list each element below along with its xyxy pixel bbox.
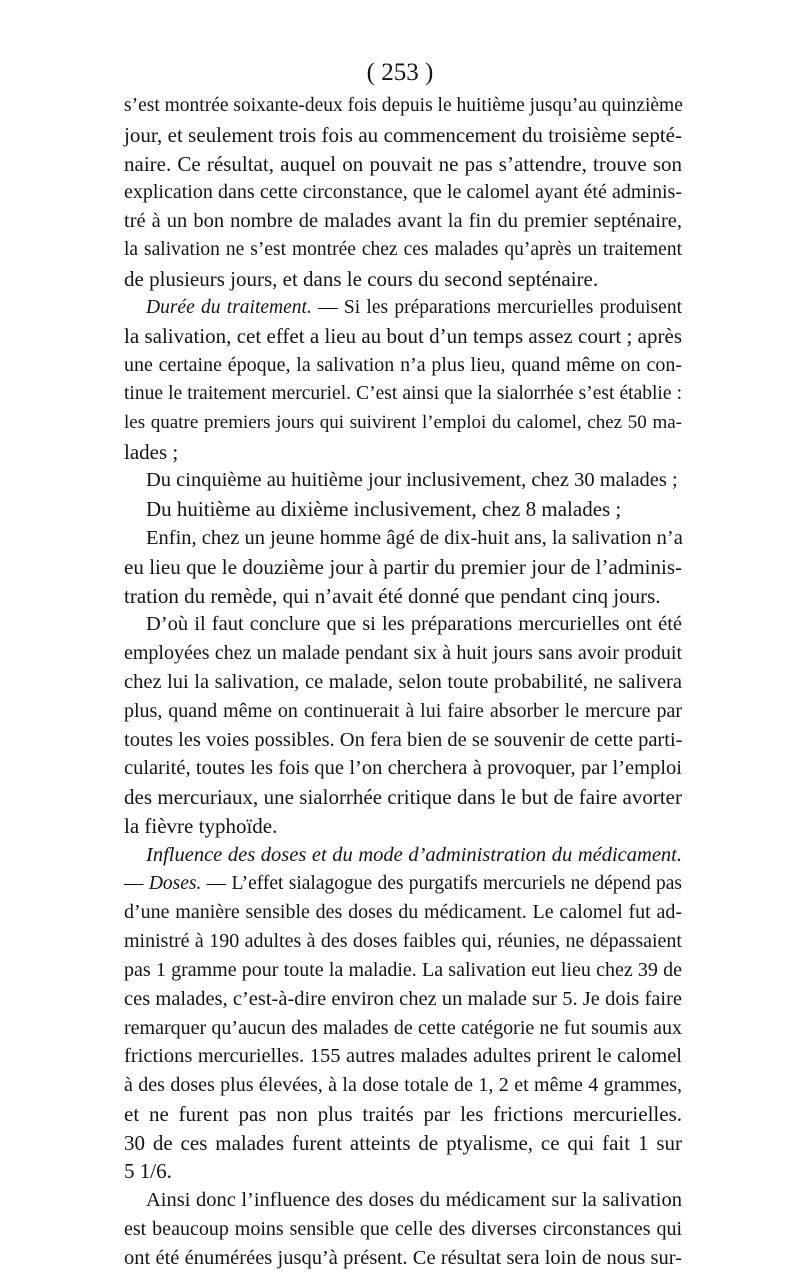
line-text: à des doses plus élevées, à la dose totale de 1, 2 et même 4 grammes, — [124, 1074, 682, 1097]
text-line — [124, 466, 682, 495]
line-text: est beaucoup moins sensible que celle des diverses circonstances qui — [124, 1218, 682, 1241]
text-line — [124, 380, 682, 409]
line-text: jour, et seulement trois fois au commencement du troisième septé- — [124, 122, 682, 147]
line-text: Ainsi donc l’influence des doses du médicament sur la salivation — [146, 1189, 682, 1212]
text-line — [124, 1071, 682, 1100]
text-line — [124, 294, 682, 323]
text-line — [124, 841, 682, 870]
text-line — [124, 668, 682, 697]
line-text: explication dans cette circonstance, que le calomel ayant été adminis- — [124, 181, 682, 204]
line-text: tré à un bon nombre de malades avant la fin du premier septénaire, — [124, 210, 682, 233]
text-line — [124, 582, 682, 611]
text-line — [124, 1014, 682, 1043]
text-line — [124, 553, 682, 582]
text-line — [124, 610, 682, 639]
line-text: remarquer qu’aucun des malades de cette catégorie ne fut soumis aux — [124, 1016, 682, 1039]
line-text: frictions mercurielles. 155 autres malades adultes prirent le calomel — [124, 1045, 682, 1068]
text-line — [124, 1215, 682, 1244]
text-line — [124, 495, 682, 524]
page-number: ( 253 ) — [366, 59, 434, 86]
text-line — [124, 754, 682, 783]
line-text: naire. Ce résultat, auquel on pouvait ne pas s’attendre, trouve son — [124, 151, 682, 176]
line-text: tration du remède, qui n’avait été donné que pendant cinq jours. — [124, 583, 661, 608]
text-line — [124, 639, 682, 668]
text-line — [124, 1100, 682, 1129]
line-text: plus, quand même on continuerait à lui faire absorber le mercure par — [124, 699, 682, 722]
line-text: s’est montrée soixante-deux fois depuis le huitième jusqu’au quinzième — [124, 95, 683, 116]
text-line — [124, 1244, 682, 1273]
text-line — [124, 985, 682, 1014]
line-text: la salivation, cet effet a lieu au bout d’un temps assez court ; après — [124, 324, 682, 349]
section-heading: Durée du traitement. — [146, 296, 312, 318]
text-line — [124, 870, 682, 899]
text-line — [124, 322, 682, 351]
text-line — [124, 812, 682, 841]
body-text — [124, 92, 682, 1273]
text-line — [124, 409, 682, 438]
line-text: Du cinquième au huitième jour inclusivement, chez 30 malades ; — [146, 469, 678, 492]
line-text: et ne furent pas non plus traités par les frictions mercurielles. — [124, 1101, 682, 1126]
text-line — [124, 1042, 682, 1071]
text-line — [124, 178, 682, 207]
line-text: employées chez un malade pendant six à huit jours sans avoir produit — [124, 642, 682, 665]
line-text: les quatre premiers jours qui suivirent l’emploi du calomel, chez 50 ma- — [124, 411, 682, 433]
line-text: la salivation ne s’est montrée chez ces malades qu’après un traitement — [124, 238, 682, 260]
text-line — [124, 927, 682, 956]
line-text: d’une manière sensible des doses du médicament. Le calomel fut ad- — [124, 901, 682, 924]
line-text: des mercuriaux, une sialorrhée critique dans le but de faire avorter — [124, 785, 682, 810]
line-text: lades ; — [124, 439, 179, 464]
text-line — [124, 236, 682, 265]
text-line — [124, 92, 682, 121]
text-line — [124, 207, 682, 236]
line-text: pas 1 gramme pour toute la maladie. La salivation eut lieu chez 39 de — [124, 958, 682, 981]
line-text: tinue le traitement mercuriel. C’est ainsi que la sialorrhée s’est établie : — [124, 382, 682, 404]
text-line — [124, 1186, 682, 1215]
line-text: ministré à 190 adultes à des doses faibles qui, réunies, ne dépassaient — [124, 930, 682, 953]
line-text: ont été énumérées jusqu’à présent. Ce résultat sera loin de nous sur- — [124, 1246, 682, 1269]
line-text: Enfin, chez un jeune homme âgé de dix-huit ans, la salivation n’a — [146, 526, 683, 549]
line-text: ces malades, c’est-à-dire environ chez un malade sur 5. Je dois faire — [124, 987, 682, 1010]
line-text: de plusieurs jours, et dans le cours du second septénaire. — [124, 266, 599, 291]
text-line — [124, 524, 682, 553]
text-line — [124, 956, 682, 985]
text-line — [124, 697, 682, 726]
line-text: 30 de ces malades furent atteints de ptyalisme, ce qui fait 1 sur — [124, 1130, 682, 1155]
text-line — [124, 438, 682, 467]
line-prefix: — — [124, 872, 149, 894]
text-line — [124, 351, 682, 380]
text-line — [124, 150, 682, 179]
line-text: — Si les préparations mercurielles produisent — [311, 296, 682, 318]
text-line — [124, 783, 682, 812]
section-heading: Influence des doses et du mode d’administration du médicament. — [146, 843, 682, 866]
text-line — [124, 121, 682, 150]
line-text: eu lieu que le douzième jour à partir du premier jour de l’adminis- — [124, 554, 682, 579]
text-line — [124, 898, 682, 927]
line-text: cularité, toutes les fois que l’on cherchera à provoquer, par l’emploi — [124, 757, 682, 780]
line-text: une certaine époque, la salivation n’a plus lieu, quand même on con- — [124, 354, 682, 377]
text-line — [124, 1157, 682, 1186]
line-text: la fièvre typhoïde. — [124, 813, 278, 838]
text-line — [124, 265, 682, 294]
section-heading: Doses. — [148, 872, 202, 894]
line-text: Du huitième au dixième inclusivement, chez 8 malades ; — [146, 497, 622, 522]
line-text: — L’effet sialagogue des purgatifs mercuriels ne dépend pas — [201, 872, 682, 894]
line-text: D’où il faut conclure que si les préparations mercurielles ont été — [146, 613, 682, 636]
text-line — [124, 1129, 682, 1158]
text-line — [124, 726, 682, 755]
line-text: toutes les voies possibles. On fera bien de se souvenir de cette parti- — [124, 728, 683, 751]
line-text: 5 1/6. — [124, 1159, 172, 1184]
line-text: chez lui la salivation, ce malade, selon toute probabilité, ne salivera — [124, 670, 682, 693]
